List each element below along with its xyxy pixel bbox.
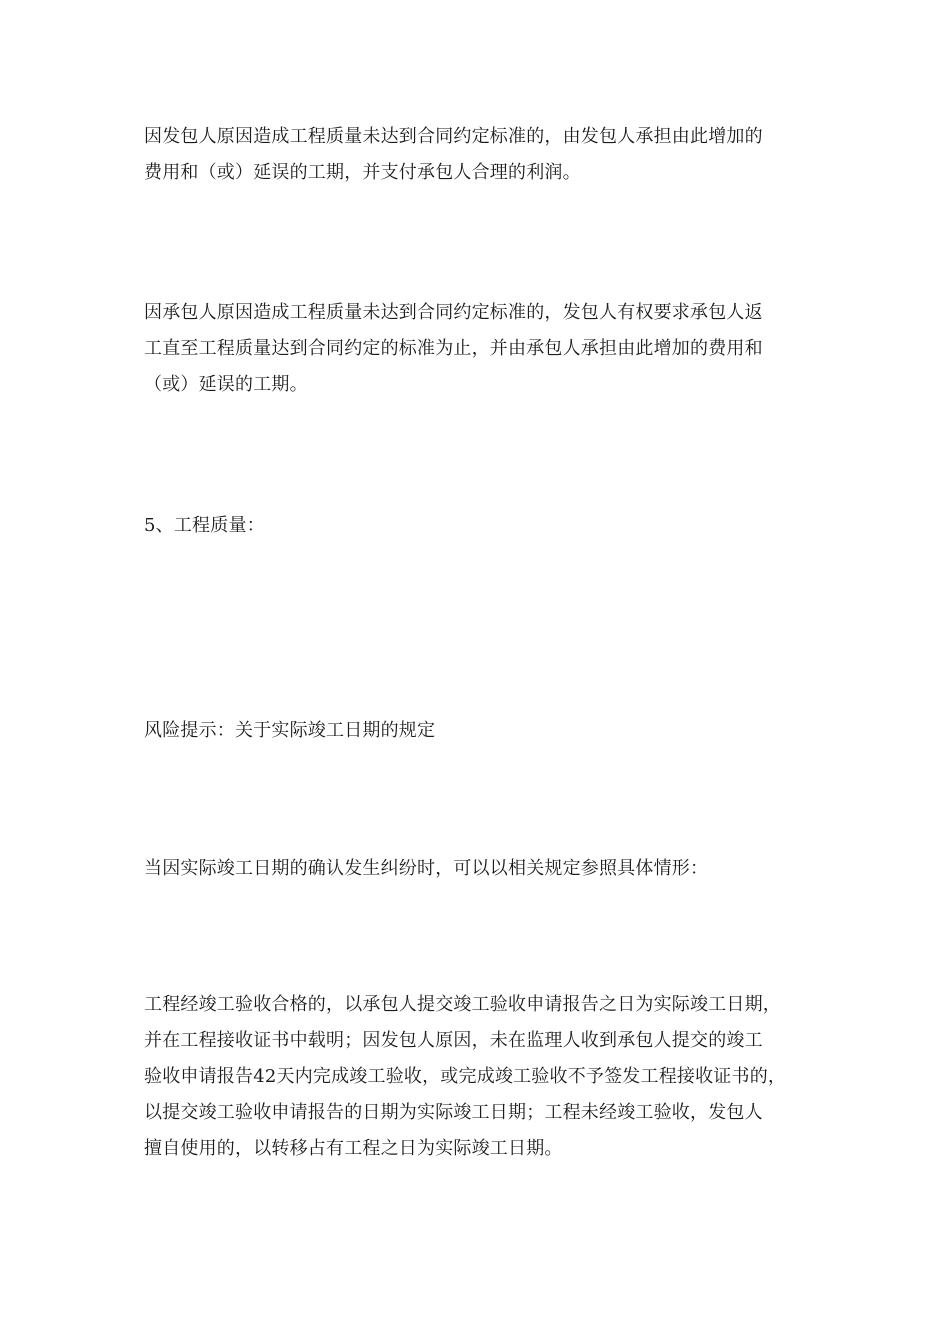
text-line: 费用和（或）延误的工期，并支付承包人合理的利润。 xyxy=(144,162,581,183)
paragraph-employer-quality-liability xyxy=(144,119,814,191)
text-line: 工程经竣工验收合格的，以承包人提交竣工验收申请报告之日为实际竣工日期， xyxy=(144,994,781,1015)
section-heading-quality xyxy=(144,508,814,544)
paragraph-contractor-quality-liability xyxy=(144,295,814,403)
text-line: 以提交竣工验收申请报告的日期为实际竣工日期；工程未经竣工验收，发包人 xyxy=(144,1102,763,1123)
paragraph-completion-date-rules xyxy=(144,987,814,1167)
heading-text: 风险提示：关于实际竣工日期的规定 xyxy=(144,720,436,741)
text-line: （或）延误的工期。 xyxy=(144,374,308,395)
paragraph-dispute-intro xyxy=(144,851,814,887)
text-line: 因发包人原因造成工程质量未达到合同约定标准的，由发包人承担由此增加的 xyxy=(144,126,763,147)
text-line: 工直至工程质量达到合同约定的标准为止，并由承包人承担由此增加的费用和 xyxy=(144,338,763,359)
risk-notice-heading xyxy=(144,713,814,749)
text-line: 并在工程接收证书中载明；因发包人原因，未在监理人收到承包人提交的竣工 xyxy=(144,1030,763,1051)
heading-text: 5、工程质量： xyxy=(144,515,265,536)
text-line: 擅自使用的，以转移占有工程之日为实际竣工日期。 xyxy=(144,1138,563,1159)
text-line: 验收申请报告42天内完成竣工验收，或完成竣工验收不予签发工程接收证书的， xyxy=(144,1066,787,1087)
text-line: 因承包人原因造成工程质量未达到合同约定标准的，发包人有权要求承包人返 xyxy=(144,302,763,323)
text-line: 当因实际竣工日期的确认发生纠纷时，可以以相关规定参照具体情形： xyxy=(144,858,709,879)
